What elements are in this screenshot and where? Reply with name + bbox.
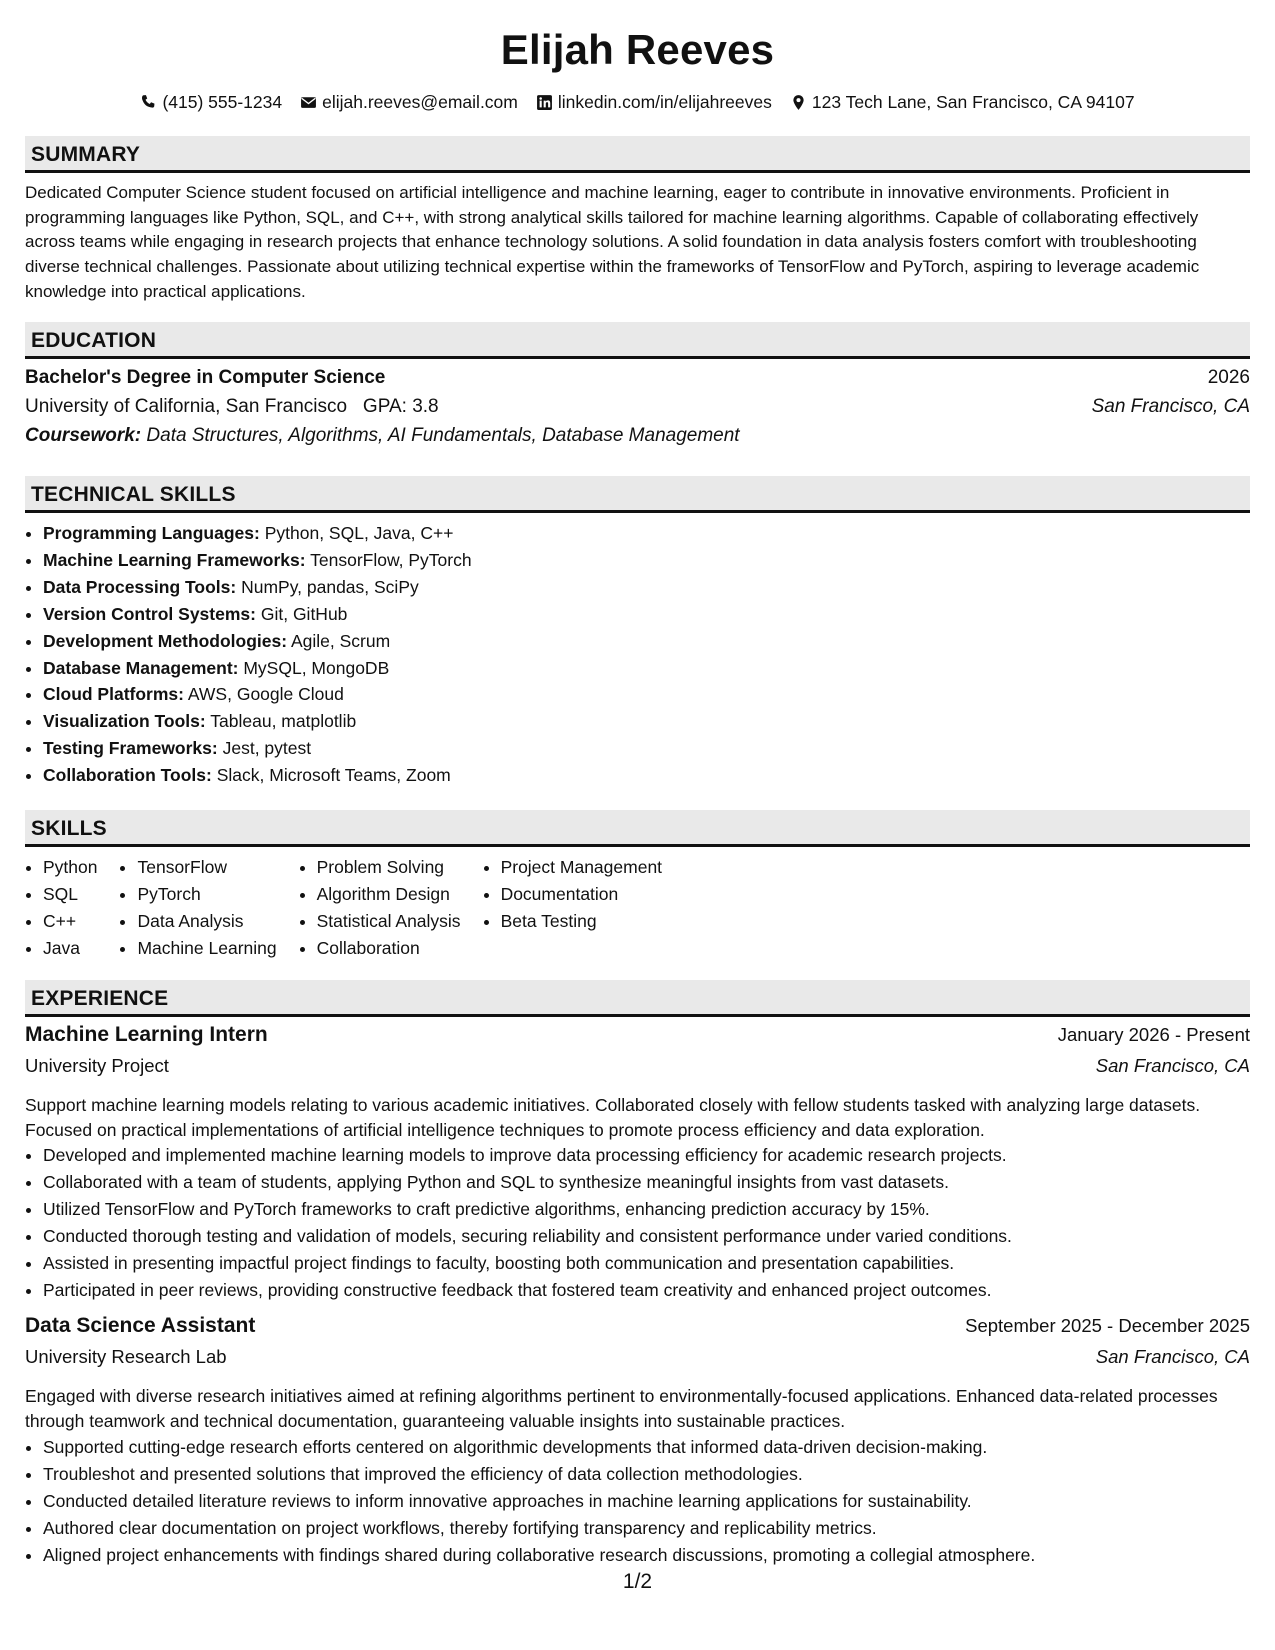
- skills-column: [25, 854, 97, 962]
- tech-skill-value: TensorFlow, PyTorch: [310, 549, 472, 570]
- job-bullets: [25, 1434, 1250, 1569]
- job-location: San Francisco, CA: [1095, 1346, 1250, 1368]
- list-item: • Conducted detailed literature reviews to inform innovative approaches in machine learning applications for sustainability.: [43, 1488, 1250, 1515]
- page-number: 1/2: [622, 1570, 653, 1593]
- education-year: 2026: [1207, 367, 1250, 388]
- candidate-name: Elijah Reeves: [500, 26, 775, 73]
- tech-skill-label: Data Processing Tools:: [43, 576, 237, 597]
- tech-skill-label: Version Control Systems:: [43, 603, 256, 624]
- list-item: [43, 708, 1250, 735]
- list-item: [43, 547, 1250, 574]
- tech-skill-value: MySQL, MongoDB: [243, 657, 390, 678]
- skills-heading: SKILLS: [25, 810, 1250, 847]
- summary-heading: SUMMARY: [25, 136, 1250, 173]
- list-item: • Collaborated with a team of students, applying Python and SQL to synthesize meaningful insights from vast datasets.: [43, 1169, 1250, 1196]
- skills-column: [299, 854, 461, 962]
- list-item: [43, 574, 1250, 601]
- skills-column: [119, 854, 276, 962]
- education-school: University of California, San Francisco: [25, 396, 348, 417]
- list-item: • Beta Testing: [501, 908, 662, 935]
- phone-icon: [140, 94, 157, 111]
- list-item: • Collaboration: [317, 935, 461, 962]
- list-item: [43, 628, 1250, 655]
- list-item: • Conducted thorough testing and validation of models, securing reliability and consistent performance under varied conditions.: [43, 1223, 1250, 1250]
- skills-column: [483, 854, 662, 962]
- tech-skill-value: Slack, Microsoft Teams, Zoom: [216, 765, 451, 786]
- list-item: • Machine Learning: [137, 935, 276, 962]
- job-description: Support machine learning models relating to various academic initiatives. Collaborated closely with fellow students tasked with analyzing large datasets. Focused on practical implementations of artificial intelligence techniques to promote process efficiency and data exploration.: [25, 1095, 1201, 1140]
- list-item: [43, 520, 1250, 547]
- skills-section: [25, 810, 1250, 962]
- contact-linkedin: [536, 90, 772, 114]
- list-item: • PyTorch: [137, 881, 276, 908]
- contact-bar: [25, 90, 1250, 114]
- education-heading: EDUCATION: [25, 322, 1250, 359]
- education-location: San Francisco, CA: [1091, 396, 1250, 417]
- education-gpa: GPA: 3.8: [362, 396, 439, 417]
- job-entry: [25, 1314, 1250, 1568]
- tech-skill-label: Collaboration Tools:: [43, 765, 212, 786]
- technical-skills-list: [25, 520, 1250, 789]
- technical-skills-section: [25, 476, 1250, 789]
- list-item: [43, 601, 1250, 628]
- contact-email: [300, 90, 518, 114]
- list-item: [43, 762, 1250, 789]
- tech-skill-value: Tableau, matplotlib: [210, 711, 357, 732]
- list-item: • Project Management: [501, 854, 662, 881]
- list-item: • Participated in peer reviews, providing constructive feedback that fostered team creativity and enhanced project outcomes.: [43, 1277, 1250, 1304]
- list-item: • Utilized TensorFlow and PyTorch frameworks to craft predictive algorithms, enhancing prediction accuracy by 15%.: [43, 1196, 1250, 1223]
- list-item: • Documentation: [501, 881, 662, 908]
- skills-grid: [25, 854, 1250, 962]
- contact-address-text: 123 Tech Lane, San Francisco, CA 94107: [811, 92, 1135, 112]
- job-dates: September 2025 - December 2025: [965, 1315, 1250, 1337]
- job-org-row: [25, 1055, 1250, 1085]
- contact-phone: [140, 90, 282, 114]
- tech-skill-value: Jest, pytest: [222, 738, 312, 759]
- list-item: • TensorFlow: [137, 854, 276, 881]
- job-bullets: [25, 1142, 1250, 1304]
- job-entry: [25, 1023, 1250, 1304]
- education-degree: Bachelor's Degree in Computer Science: [25, 367, 386, 388]
- education-school-row: [25, 396, 1250, 425]
- job-dates: January 2026 - Present: [1057, 1024, 1250, 1045]
- education-degree-row: [25, 367, 1250, 396]
- list-item: • Troubleshot and presented solutions that improved the efficiency of data collection methodologies.: [43, 1461, 1250, 1488]
- job-title-row: [25, 1023, 1250, 1055]
- coursework-label: Coursework:: [25, 425, 142, 446]
- tech-skill-value: Python, SQL, Java, C++: [264, 523, 454, 543]
- contact-phone-text[interactable]: (415) 555-1234: [162, 92, 283, 112]
- tech-skill-label: Testing Frameworks:: [43, 738, 218, 759]
- technical-skills-heading: TECHNICAL SKILLS: [25, 476, 1250, 513]
- list-item: • Assisted in presenting impactful project findings to faculty, boosting both communication and presentation capabilities.: [43, 1250, 1250, 1277]
- experience-heading: EXPERIENCE: [25, 980, 1250, 1017]
- experience-section: [25, 980, 1250, 1569]
- contact-linkedin-text[interactable]: linkedin.com/in/elijahreeves: [557, 92, 772, 112]
- contact-address: [790, 90, 1135, 114]
- tech-skill-value: Git, GitHub: [260, 603, 348, 624]
- resume-page: [25, 0, 1250, 1565]
- list-item: • Supported cutting-edge research efforts centered on algorithmic developments that informed data-driven decision-making.: [43, 1434, 1250, 1461]
- map-pin-icon: [790, 94, 807, 111]
- list-item: • Aligned project enhancements with findings shared during collaborative research discussions, promoting a collegial atmosphere.: [43, 1542, 1250, 1569]
- list-item: • Data Analysis: [137, 908, 276, 935]
- job-org: University Research Lab: [25, 1346, 227, 1368]
- tech-skill-label: Development Methodologies:: [43, 630, 288, 651]
- list-item: • Python: [43, 854, 97, 881]
- education-school-line: [25, 396, 439, 418]
- tech-skill-label: Machine Learning Frameworks:: [43, 549, 306, 570]
- tech-skill-value: AWS, Google Cloud: [187, 684, 344, 705]
- job-title: Machine Learning Intern: [25, 1023, 268, 1046]
- education-section: [25, 322, 1250, 454]
- job-description: Engaged with diverse research initiatives aimed at refining algorithms pertinent to environmentally-focused applications. Enhanced data-related processes through teamwork and technical documentation, guaranteeing valuable insights into sustainable practices.: [25, 1386, 1218, 1432]
- job-org-row: [25, 1346, 1250, 1376]
- linkedin-icon: [536, 94, 553, 111]
- list-item: • C++: [43, 908, 97, 935]
- list-item: [43, 655, 1250, 682]
- tech-skill-value: NumPy, pandas, SciPy: [241, 576, 419, 597]
- list-item: • Authored clear documentation on project workflows, thereby fortifying transparency and replicability metrics.: [43, 1515, 1250, 1542]
- contact-email-text[interactable]: elijah.reeves@email.com: [322, 92, 518, 112]
- list-item: • Algorithm Design: [317, 881, 461, 908]
- list-item: • Java: [43, 935, 97, 962]
- job-title: Data Science Assistant: [25, 1314, 256, 1338]
- tech-skill-label: Database Management:: [43, 657, 239, 678]
- list-item: • Developed and implemented machine learning models to improve data processing efficiency for academic research projects.: [43, 1142, 1250, 1169]
- tech-skill-label: Programming Languages:: [43, 523, 260, 543]
- tech-skill-label: Cloud Platforms:: [43, 684, 184, 705]
- job-title-row: [25, 1314, 1250, 1346]
- job-org: University Project: [25, 1055, 169, 1076]
- list-item: • Statistical Analysis: [317, 908, 461, 935]
- list-item: [43, 681, 1250, 708]
- summary-text: Dedicated Computer Science student focused on artificial intelligence and machine learning, eager to contribute in innovative environments. Proficient in programming languages like Python, SQL, and C++, with strong analytical skills tailored for machine learning algorithms. Capable of collaborating effectively across teams while engaging in research projects that enhance technology solutions. A solid foundation in data analysis fosters comfort with troubleshooting diverse technical challenges. Passionate about utilizing technical expertise within the frameworks of TensorFlow and PyTorch, aspiring to leverage academic knowledge into practical applications.: [25, 183, 1200, 301]
- list-item: • SQL: [43, 881, 97, 908]
- list-item: [43, 735, 1250, 762]
- summary-section: [25, 136, 1250, 305]
- list-item: • Problem Solving: [317, 854, 461, 881]
- tech-skill-label: Visualization Tools:: [43, 711, 206, 732]
- tech-skill-value: Agile, Scrum: [290, 630, 391, 651]
- envelope-icon: [300, 94, 317, 111]
- job-location: San Francisco, CA: [1095, 1055, 1250, 1076]
- coursework-list: Data Structures, Algorithms, AI Fundamentals, Database Management: [146, 425, 740, 446]
- education-coursework: [25, 425, 1250, 454]
